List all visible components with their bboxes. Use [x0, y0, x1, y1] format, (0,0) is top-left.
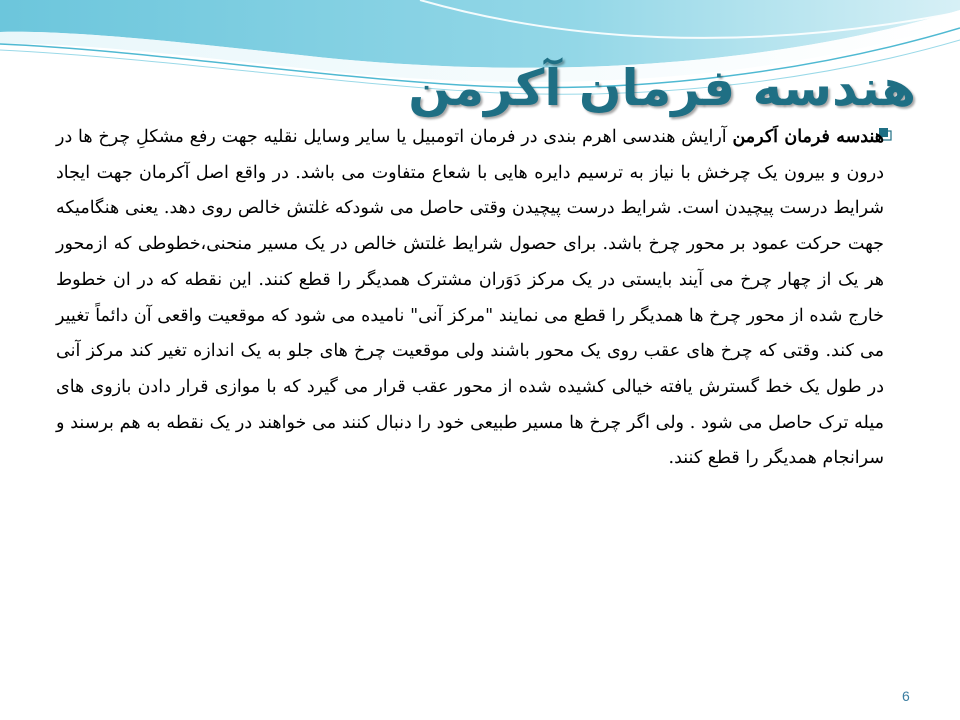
body-paragraph — [56, 120, 884, 477]
body-lead-term: هندسه فرمان اَکرمن — [732, 127, 884, 147]
slide-title: هندسه فرمان آکرمن — [408, 59, 916, 117]
page-number: 6 — [902, 688, 910, 704]
body-text: آرایش هندسی اهرم بندی در فرمان اتومبیل یا سایر وسایل نقلیه جهت رفع مشکلِ چرخ ها در درون و بیرون یک چرخش با نیاز به ترسیم دایره هایی با شعاع متفاوت می باشد. در واقع اصل آکرمان جهت ایجاد شرایط درست پیچیدن است. شرایط درست پیچیدن وقتی حاصل می شودکه غلتش خالص روی دهد. یعنی هنگامیکه جهت حرکت عمود بر محور چرخ باشد. برای حصول شرایط غلتش خالص در یک مسیر منحنی،خطوطی که ازمحور هر یک از چهار چرخ می آیند بایستی در یک مرکز دَوَران مشترک همدیگر را قطع کنند. این نقطه که در ان خطوط خارج شده از محور چرخ ها همدیگر را قطع می نمایند "مرکز آنی" نامیده می شود که موقعیت واقعی آن دائماً تغییر می کند. وقتی که چرخ های عقب روی یک محور باشند ولی موقعیت چرخ های جلو به یک اندازه تغیر کند مرکز آنی در طول یک خط گسترش یافته خیالی کشیده شده از محور عقب قرار می گیرد که با موازی قرار دادن بازوی های میله ترک حاصل می شود . ولی اگر چرخ ها مسیر طبیعی خود را دنبال کنند می خواهند در یک نقطه به هم برسند و سرانجام همدیگر را قطع کنند. — [56, 127, 884, 469]
